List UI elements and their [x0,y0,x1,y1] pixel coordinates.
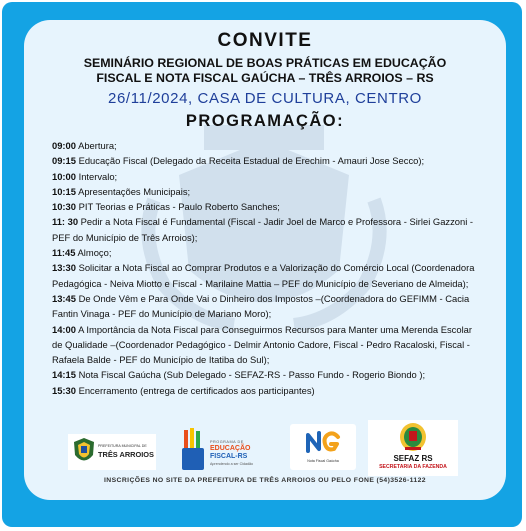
subtitle-line-2: FISCAL E NOTA FISCAL GAÚCHA – TRÊS ARROIOS – RS [96,71,434,85]
schedule-item [52,214,482,245]
schedule-text: Educação Fiscal (Delegado da Receita Estadual de Erechim - Amauri Jose Secco); [75,155,425,167]
subtitle-line-1: SEMINÁRIO REGIONAL DE BOAS PRÁTICAS EM EDUCAÇÃO [83,56,447,70]
schedule-item [52,184,482,199]
schedule-item [52,199,482,214]
schedule-text: Almoço; [75,247,112,259]
prefeitura-small-label: PREFEITURA MUNICIPAL DE [98,444,147,448]
educacao-fiscal-logo [174,426,262,476]
programa-name-line-2: FISCAL-RS [210,453,248,460]
date-location: 26/11/2024, CASA DE CULTURA, CENTRO [108,90,422,107]
sefaz-logo [368,420,458,476]
schedule-time: 09:15 [52,155,76,167]
schedule-time: 14:15 [52,369,76,381]
schedule-item [52,245,482,260]
sefaz-name: SEFAZ RS [393,454,433,463]
programa-small-label: PROGRAMA DE [210,440,244,444]
schedule-item [52,291,482,322]
schedule-text: Apresentações Municipais; [75,185,191,197]
nfg-mark-icon [305,429,341,455]
schedule-item [52,260,482,291]
schedule-text: Abertura; [75,140,117,151]
schedule-item [52,169,482,184]
program-title: PROGRAMAÇÃO: [185,112,345,130]
schedule-item [52,383,482,398]
schedule-item [52,322,482,368]
schedule-item [52,138,482,153]
schedule-text: Intervalo; [75,170,118,182]
schedule-list [52,138,482,398]
schedule-text: Solicitar a Nota Fiscal ao Comprar Produtos e a Valorização do Comércio Local (Coordenadora Pedagógica - Neiva Miotto e Fiscal - Marilaine Mattia – PEF do Município de Severiano de Almeida); [52,262,475,289]
schedule-text: Pedir a Nota Fiscal é Fundamental (Fiscal - Jadir Joel de Marco e Professora - Sirlei Gazzoni - PEF do Município de Três Arroios); [52,216,474,243]
schedule-text: A Importância da Nota Fiscal para Conseguirmos Recursos para Manter uma Merenda Escolar de Qualidade –(Coordenador Pedagógico - Delmir Antonio Cadore, Fiscal - Pedro Racaloski, Fiscal - Rafaela Balde - PEF do Município de Itatiba do Sul); [52,323,472,366]
invitation-frame [2,2,522,527]
schedule-time: 10:00 [52,170,76,182]
schedule-text: Encerramento (entrega de certificados aos participantes) [75,384,315,396]
sponsor-logos [24,420,506,480]
schedule-time: 13:30 [52,262,76,274]
event-subtitle [24,56,506,86]
sefaz-subtitle: SECRETARIA DA FAZENDA [379,464,447,470]
registration-footer: INSCRIÇÕES NO SITE DA PREFEITURA DE TRÊS ARROIOS OU PELO FONE (54)3526-1122 [104,477,426,484]
schedule-time: 11: 30 [52,216,79,228]
schedule-item [52,153,482,168]
schedule-time: 13:45 [52,292,76,304]
schedule-time: 10:30 [52,201,76,213]
nfg-label: Nota Fiscal Gaúcha [307,459,339,463]
schedule-time: 14:00 [52,323,76,335]
schedule-time: 15:30 [52,384,76,396]
schedule-item [52,367,482,382]
schedule-time: 11:45 [52,247,76,259]
nota-fiscal-gaucha-logo [290,424,356,470]
schedule-time: 09:00 [52,140,76,151]
prefeitura-name: TRÊS ARROIOS [98,450,154,459]
pencil-cup-icon [180,428,206,472]
schedule-time: 10:15 [52,185,76,197]
invitation-panel [24,20,506,500]
invitation-title: CONVITE [217,30,313,51]
programa-tagline: Aprendendo a ser Cidadão [210,462,253,466]
schedule-text: PIT Teorias e Práticas - Paulo Roberto Sanches; [75,201,280,213]
schedule-text: Nota Fiscal Gaúcha (Sub Delegado - SEFAZ-RS - Passo Fundo - Rogerio Biondo ); [75,369,426,381]
rs-coat-of-arms-icon [399,422,427,452]
programa-name-line-1: EDUCAÇÃO [210,445,251,452]
municipal-crest-icon [72,437,96,467]
prefeitura-logo [68,434,156,470]
schedule-text: De Onde Vêm e Para Onde Vai o Dinheiro dos Impostos –(Coordenadora do GEFIMM - Cacia Fantin Vinaga - PEF do Município de Mariano Moro); [52,292,470,320]
